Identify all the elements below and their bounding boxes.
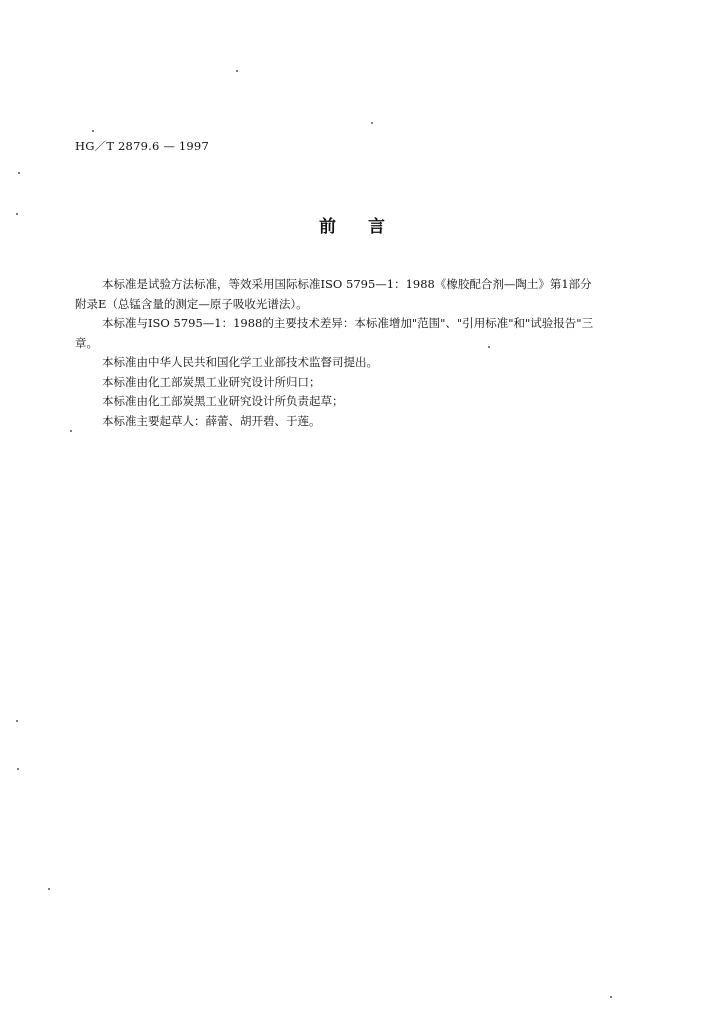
scan-speck <box>488 346 490 348</box>
scan-speck <box>92 130 94 132</box>
foreword-body <box>75 275 650 431</box>
standard-code: HG／T 2879.6 — 1997 <box>75 139 209 153</box>
paragraph-differences <box>75 314 650 353</box>
scan-speck <box>16 720 18 722</box>
page-title: 前言 <box>319 217 417 237</box>
scan-speck <box>70 430 72 432</box>
scan-speck <box>48 888 50 890</box>
paragraph-drafters <box>75 412 650 432</box>
paragraph-line: 本标准由化工部炭黑工业研究设计所负责起草； <box>102 394 344 408</box>
paragraph-line: 附录E（总锰含量的测定—原子吸收光谱法）。 <box>75 296 308 311</box>
paragraph-drafting-unit <box>75 392 650 412</box>
paragraph-line: 本标准是试验方法标准，等效采用国际标准ISO 5795—1：1988《橡胶配合剂—陶土》第1部分 <box>102 277 592 291</box>
scan-speck <box>18 172 20 174</box>
scan-speck <box>16 213 18 215</box>
paragraph-line: 本标准主要起草人：薛蕾、胡开碧、于莲。 <box>102 413 321 428</box>
paragraph-line: 本标准由化工部炭黑工业研究设计所归口； <box>102 374 321 389</box>
paragraph-line: 本标准与ISO 5795—1：1988的主要技术差异：本标准增加"范围"、"引用标准"和"试验报告"三 <box>102 316 594 330</box>
paragraph-line: 本标准由中华人民共和国化学工业部技术监督司提出。 <box>102 355 378 369</box>
paragraph-adoption <box>75 275 650 314</box>
paragraph-proposer <box>75 353 650 373</box>
paragraph-centralized-unit <box>75 373 650 393</box>
scan-speck <box>610 996 612 998</box>
scan-speck <box>236 70 238 72</box>
paragraph-line: 章。 <box>75 335 98 350</box>
scan-speck <box>17 768 19 770</box>
scan-speck <box>371 122 373 124</box>
